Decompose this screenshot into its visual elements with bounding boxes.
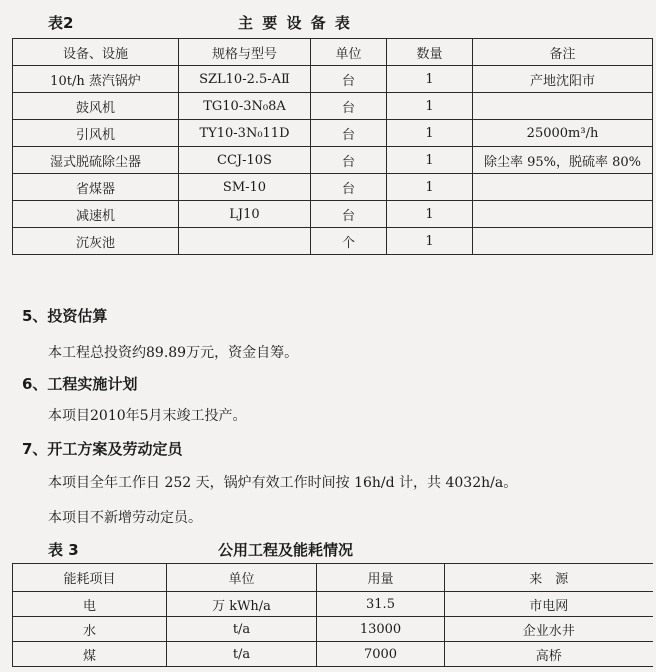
cell: 1	[387, 201, 473, 228]
cell: 高桥	[445, 642, 653, 667]
paragraph: 本项目不新增劳动定员。	[48, 510, 202, 526]
cell	[179, 228, 311, 255]
cell: 台	[311, 174, 387, 201]
cell: 1	[387, 93, 473, 120]
table-row	[13, 617, 653, 642]
cell: SM-10	[179, 174, 311, 201]
table3-label: 表 3	[48, 541, 79, 559]
cell: 31.5	[317, 592, 445, 617]
cell: 台	[311, 201, 387, 228]
cell: t/a	[167, 617, 317, 642]
cell: 个	[311, 228, 387, 255]
cell: 沉灰池	[13, 228, 179, 255]
table-header-row	[13, 564, 653, 592]
cell: 25000m³/h	[473, 120, 653, 147]
cell: 台	[311, 93, 387, 120]
paragraph: 本项目全年工作日 252 天，锅炉有效工作时间按 16h/d 计，共 4032h/a。	[48, 475, 518, 491]
cell: 台	[311, 120, 387, 147]
table-row	[13, 147, 653, 174]
cell: 省煤器	[13, 174, 179, 201]
cell: 1	[387, 66, 473, 93]
cell	[473, 174, 653, 201]
cell: CCJ-10S	[179, 147, 311, 174]
paragraph: 本工程总投资约89.89万元，资金自筹。	[48, 345, 299, 361]
cell: 7000	[317, 642, 445, 667]
table-row	[13, 642, 653, 667]
section-heading-investment: 5、投资估算	[22, 307, 108, 325]
table2-label: 表2	[48, 14, 74, 32]
table3-title: 公用工程及能耗情况	[218, 541, 354, 559]
cell: 电	[13, 592, 167, 617]
header-cell: 单位	[311, 39, 387, 66]
cell: 1	[387, 120, 473, 147]
table-row	[13, 93, 653, 120]
table-row	[13, 174, 653, 201]
cell: t/a	[167, 642, 317, 667]
cell: LJ10	[179, 201, 311, 228]
cell: SZL10-2.5-AⅡ	[179, 66, 311, 93]
table-row	[13, 120, 653, 147]
cell: 产地沈阳市	[473, 66, 653, 93]
cell: 湿式脱硫除尘器	[13, 147, 179, 174]
cell: 1	[387, 228, 473, 255]
cell: 企业水井	[445, 617, 653, 642]
cell: TG10-3N₀8A	[179, 93, 311, 120]
cell: 鼓风机	[13, 93, 179, 120]
table-row	[13, 201, 653, 228]
header-cell: 规格与型号	[179, 39, 311, 66]
cell: TY10-3N₀11D	[179, 120, 311, 147]
cell: 除尘率 95%，脱硫率 80%	[473, 147, 653, 174]
cell: 1	[387, 147, 473, 174]
cell: 煤	[13, 642, 167, 667]
table-row	[13, 592, 653, 617]
equipment-table	[12, 38, 653, 255]
header-cell: 用量	[317, 564, 445, 592]
cell: 台	[311, 66, 387, 93]
table-row	[13, 228, 653, 255]
header-cell: 备注	[473, 39, 653, 66]
cell	[473, 201, 653, 228]
cell: 1	[387, 174, 473, 201]
header-cell: 设备、设施	[13, 39, 179, 66]
cell	[473, 93, 653, 120]
section-heading-staffing: 7、开工方案及劳动定员	[22, 440, 183, 458]
cell: 10t/h 蒸汽锅炉	[13, 66, 179, 93]
paragraph: 本项目2010年5月末竣工投产。	[48, 408, 247, 424]
utilities-table	[12, 563, 653, 667]
header-cell: 单位	[167, 564, 317, 592]
header-cell: 能耗项目	[13, 564, 167, 592]
table2-title: 主 要 设 备 表	[238, 14, 352, 32]
cell: 台	[311, 147, 387, 174]
table-row	[13, 66, 653, 93]
cell: 市电网	[445, 592, 653, 617]
section-heading-schedule: 6、工程实施计划	[22, 375, 138, 393]
cell: 13000	[317, 617, 445, 642]
cell: 水	[13, 617, 167, 642]
header-cell: 来 源	[445, 564, 653, 592]
cell	[473, 228, 653, 255]
cell: 万 kWh/a	[167, 592, 317, 617]
header-cell: 数量	[387, 39, 473, 66]
cell: 减速机	[13, 201, 179, 228]
cell: 引风机	[13, 120, 179, 147]
table-header-row	[13, 39, 653, 66]
